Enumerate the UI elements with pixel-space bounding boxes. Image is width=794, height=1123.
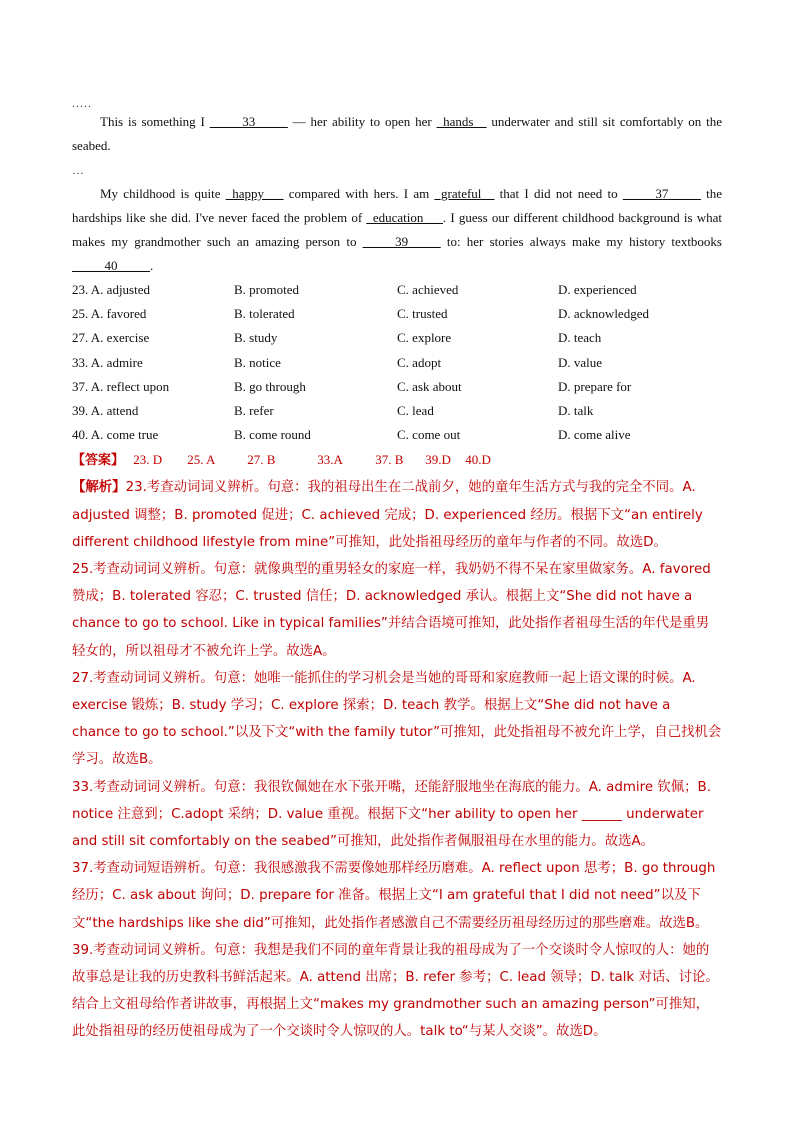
analysis-25: 25.考查动词词义辨析。句意：就像典型的重男轻女的家庭一样，我奶奶不得不呆在家里做家务。A. favored 赞成；B. tolerated 容忍；C. trusted 信任；D. acknowledged 承认。根据上文“She did not have a chance to go to school. Like in typical families”并结合语境可推知，此处指作者祖母生活的年代是重男轻女的，所以祖母才不被允许上学。故选A。 [72, 561, 711, 659]
option-b: B. go through [234, 378, 306, 394]
answer-item: 39.D [425, 452, 451, 468]
option-b: B. notice [234, 354, 281, 370]
text: . I guess our different childhood background is what makes my grandmother such an amazing person to [72, 210, 723, 249]
option-row [72, 375, 722, 399]
analysis-27: 27.考查动词词义辨析。句意：她唯一能抓住的学习机会是当她的哥哥和家庭教师一起上语文课的时候。A. exercise 锻炼；B. study 学习；C. explore 探索；D. teach 教学。根据上文“She did not have a chance to go to school.”以及下文“with the family tutor”可推知，此处指祖母不被允许上学，自己找机会学习。故选B。 [72, 670, 722, 768]
option-c: C. achieved [397, 282, 459, 297]
option-c: C. adopt [397, 354, 442, 370]
blank-happy: _happy___ [225, 186, 284, 201]
option-d: D. experienced [558, 282, 637, 297]
answer-item: 40.D [465, 452, 491, 468]
option-d: D. come alive [558, 427, 631, 443]
option-c: C. trusted [397, 306, 448, 322]
option-b: B. study [234, 330, 278, 346]
option-d: D. value [558, 354, 603, 370]
option-row [72, 326, 722, 350]
option-d: D. prepare for [558, 378, 632, 394]
answer-tag: 【答案】 [72, 453, 125, 469]
answer-item: 27. B [247, 452, 276, 468]
options-table [72, 278, 722, 447]
analysis-39: 39.考查动词词义辨析。句意：我想是我们不同的童年背景让我的祖母成为了一个交谈时令人惊叹的人：她的故事总是让我的历史教科书鲜活起来。A. attend 出席；B. refer 参考；C. lead 领导；D. talk 对话、讨论。结合上文祖母给作者讲故事，再根据上文“makes my grandmother such an amazing person”可推知，此处指祖母的经历使祖母成为了一个交谈时令人惊叹的人。talk to“与某人交谈”。故选D。 [72, 942, 719, 1040]
option-a: 23. A. adjusted [72, 282, 150, 297]
option-d: D. teach [558, 330, 602, 346]
option-row [72, 302, 722, 326]
option-a: 40. A. come true [72, 427, 159, 443]
blank-39: _____39_____ [362, 234, 441, 249]
blank-40: _____40_____ [72, 258, 150, 273]
blank-33: _____33_____ [209, 114, 288, 129]
option-c: C. come out [397, 427, 461, 443]
option-b: B. refer [234, 402, 274, 418]
option-c: C. explore [397, 330, 452, 346]
passage [72, 110, 722, 278]
option-a: 27. A. exercise [72, 330, 150, 346]
passage-paragraph-1 [72, 110, 722, 158]
text: This is something I [100, 114, 210, 129]
option-a: 39. A. attend [72, 402, 139, 418]
text: . [150, 258, 154, 273]
text: compared with hers. I am [283, 186, 435, 201]
answer-item: 25. A [187, 452, 216, 468]
text: to: her stories always make my history textbooks [440, 234, 722, 249]
passage-paragraph-2 [72, 182, 722, 278]
analysis-33: 33.考查动词词义辨析。句意：我很钦佩她在水下张开嘴，还能舒服地坐在海底的能力。A. admire 钦佩；B. notice 注意到；C.adopt 采纳；D. value 重视。根据下文“her ability to open her ______ underwater and still sit comfortably on the seabed”可推知，此处指作者佩服祖母在水里的能力。故选A。 [72, 779, 711, 849]
analysis-37: 37.考查动词短语辨析。句意：我很感激我不需要像她那样经历磨难。A. reflect upon 思考；B. go through 经历；C. ask about 询问；D. prepare for 准备。根据上文“I am grateful that I did not need”以及下文“the hardships like she did”可推知，此处指作者感激自己不需要经历祖母经历过的那些磨难。故选B。 [72, 861, 716, 931]
blank-grateful: _grateful__ [434, 186, 495, 201]
text: that I did not need to [494, 186, 623, 201]
blank-education: _education___ [366, 210, 443, 225]
answer-line [72, 447, 722, 474]
text: underwater and still sit comfortably on the seabed. [72, 114, 722, 153]
option-b: B. come round [234, 427, 311, 443]
answer-item: 37. B [375, 452, 404, 468]
analysis-section [72, 474, 722, 1045]
analysis-tag: 【解析】 [72, 480, 126, 496]
answer-item: 23. D [133, 452, 163, 468]
option-a: 25. A. favored [72, 306, 147, 322]
option-d: D. talk [558, 402, 594, 418]
option-row [72, 423, 722, 447]
option-c: C. lead [397, 402, 434, 418]
option-d: D. acknowledged [558, 306, 649, 322]
answer-item: 33.A [317, 452, 343, 468]
option-c: C. ask about [397, 378, 462, 394]
blank-hands: _hands__ [436, 114, 487, 129]
option-row [72, 278, 722, 302]
ellipsis-top: ..... [72, 96, 92, 110]
option-a: 37. A. reflect upon [72, 378, 170, 394]
option-b: B. promoted [234, 282, 299, 297]
option-b: B. tolerated [234, 306, 295, 322]
analysis-23 [72, 474, 722, 556]
text: — her ability to open her [287, 114, 437, 129]
option-row [72, 399, 722, 423]
blank-37: _____37_____ [622, 186, 701, 201]
text: My childhood is quite [100, 186, 226, 201]
analysis-text: 23.考查动词词义辨析。句意：我的祖母出生在二战前夕，她的童年生活方式与我的完全不同。A. adjusted 调整；B. promoted 促进；C. achieved 完成；D. experienced 经历。根据下文“an entirely different childhood lifestyle from mine”可推知，此处指祖母经历的童年与作者的不同。故选D。 [72, 480, 703, 550]
text: the hardships like she did. I've never faced the problem of [72, 186, 722, 225]
option-row [72, 351, 722, 375]
option-a: 33. A. admire [72, 354, 143, 370]
document-page [72, 96, 722, 1046]
ellipsis-mid: … [72, 163, 85, 177]
